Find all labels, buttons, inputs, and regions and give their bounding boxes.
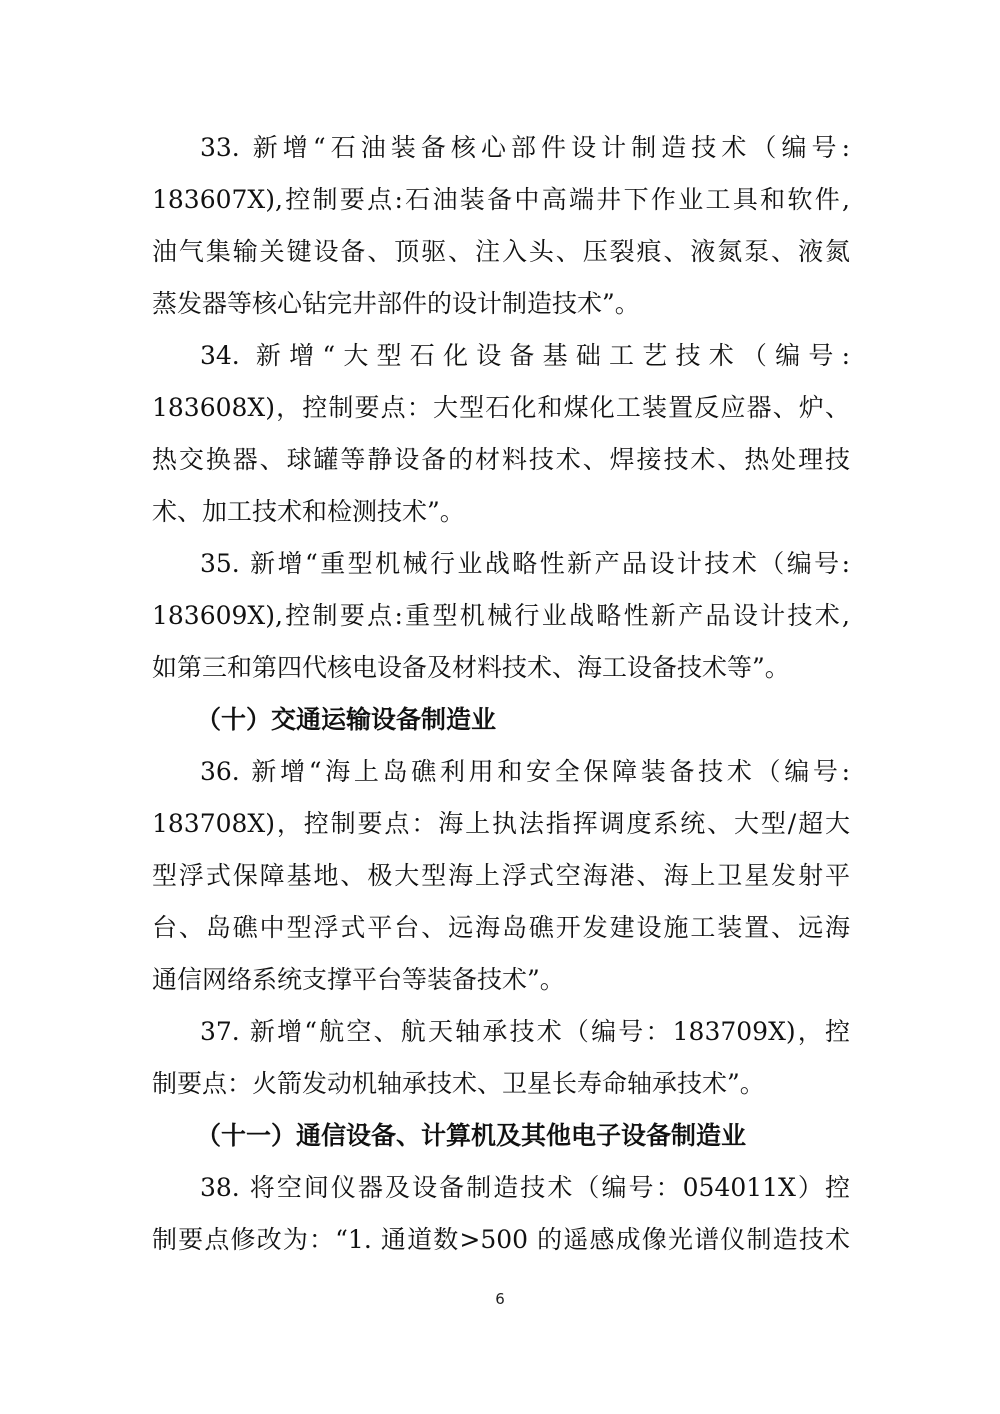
- paragraph-item-34: [152, 336, 850, 544]
- page-number: 6: [495, 1290, 505, 1308]
- text-line: 术、加工技术和检测技术”。: [152, 497, 465, 526]
- text-line: 通信网络系统支撑平台等装备技术”。: [152, 965, 565, 994]
- text-line: 183609X),控制要点:重型机械行业战略性新产品设计技术,: [152, 601, 850, 630]
- text-line: 33. 新增“石油装备核心部件设计制造技术（编号:: [200, 133, 850, 162]
- text-line: 183708X)，控制要点：海上执法指挥调度系统、大型/超大: [152, 809, 850, 838]
- text-line: 183607X),控制要点:石油装备中高端井下作业工具和软件,: [152, 185, 850, 214]
- document-body: [152, 128, 850, 1272]
- text-line: 38. 将空间仪器及设备制造技术（编号：054011X）控: [200, 1173, 850, 1202]
- text-line: 36. 新增“海上岛礁利用和安全保障装备技术（编号:: [200, 757, 850, 786]
- paragraph-item-33: [152, 128, 850, 336]
- paragraph-item-38: [152, 1168, 850, 1272]
- text-line: 型浮式保障基地、极大型海上浮式空海港、海上卫星发射平: [152, 861, 850, 890]
- text-line: 制要点修改为：“1. 通道数>500 的遥感成像光谱仪制造技术: [152, 1225, 850, 1254]
- text-line: 如第三和第四代核电设备及材料技术、海工设备技术等”。: [152, 653, 790, 682]
- paragraph-item-35: [152, 544, 850, 700]
- text-line: 37. 新增“航空、航天轴承技术（编号：183709X)，控: [200, 1017, 850, 1046]
- section-heading-electronics-equipment: （十一）通信设备、计算机及其他电子设备制造业: [196, 1121, 747, 1150]
- text-line: 183608X)，控制要点：大型石化和煤化工装置反应器、炉、: [152, 393, 850, 422]
- text-line: 34. 新增“大型石化设备基础工艺技术（编号:: [200, 341, 850, 370]
- text-line: 蒸发器等核心钻完井部件的设计制造技术”。: [152, 289, 640, 318]
- text-line: 油气集输关键设备、顶驱、注入头、压裂痕、液氮泵、液氮: [152, 237, 850, 266]
- text-line: 35. 新增“重型机械行业战略性新产品设计技术（编号:: [200, 549, 850, 578]
- paragraph-item-36: [152, 752, 850, 1012]
- text-line: 制要点：火箭发动机轴承技术、卫星长寿命轴承技术”。: [152, 1069, 765, 1098]
- text-line: 热交换器、球罐等静设备的材料技术、焊接技术、热处理技: [152, 445, 850, 474]
- text-line: 台、岛礁中型浮式平台、远海岛礁开发建设施工装置、远海: [152, 913, 850, 942]
- paragraph-item-37: [152, 1012, 850, 1116]
- section-heading-transport-equipment: （十）交通运输设备制造业: [196, 705, 497, 734]
